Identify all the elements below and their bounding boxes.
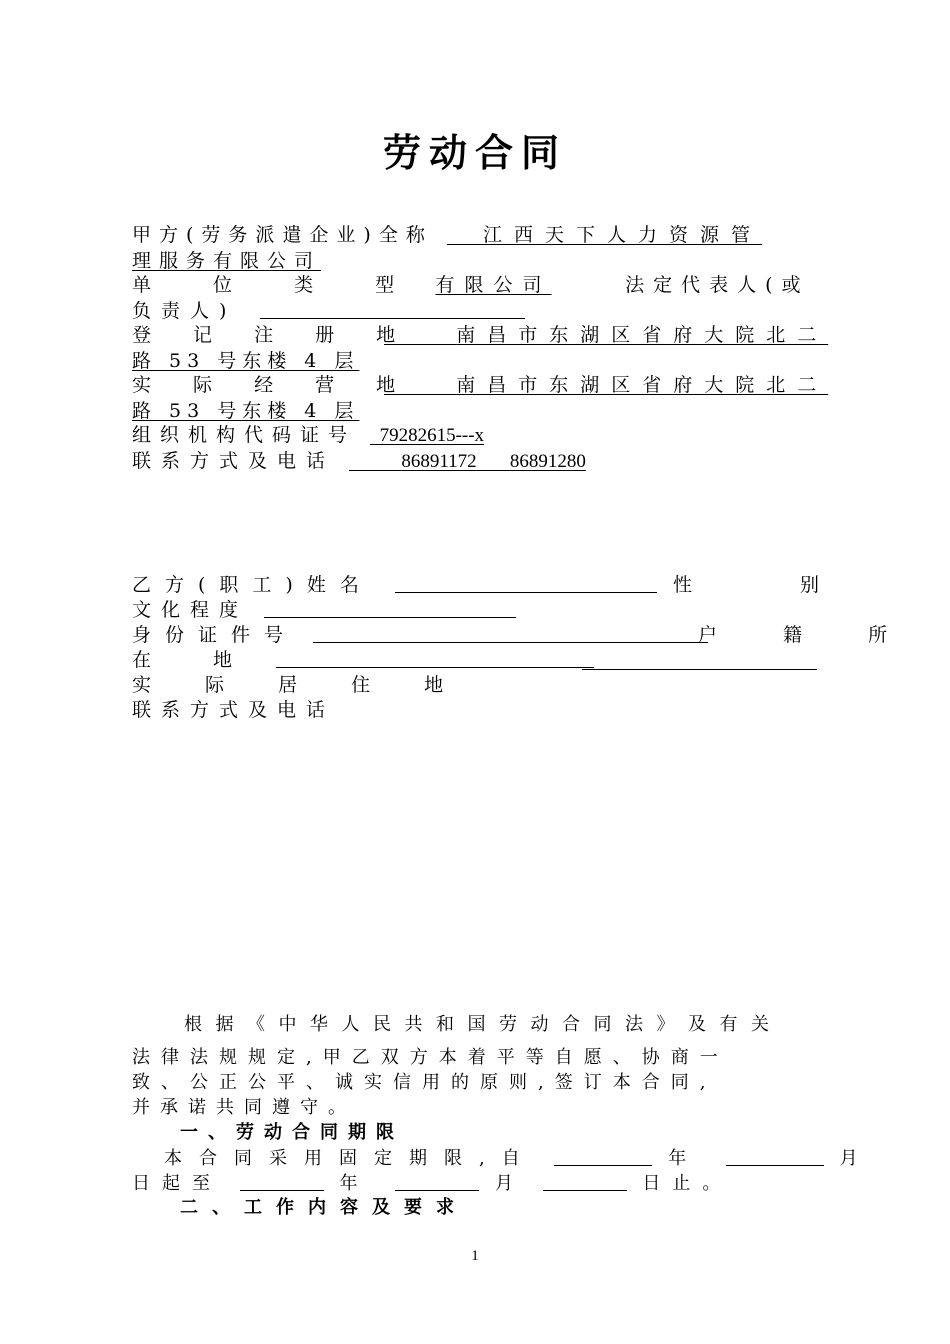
section1-end-month-field bbox=[395, 1170, 479, 1191]
party-b-hukou-label: 户 籍 所 bbox=[698, 624, 918, 646]
party-b-edu-label: 文化程度 bbox=[132, 599, 249, 621]
party-a-reg-line2: 路 53 号东楼 4 层 bbox=[132, 350, 360, 372]
party-a-contact-row bbox=[132, 448, 832, 474]
party-a-reg-line1: 南昌市东湖区省府大院北二 bbox=[456, 324, 829, 346]
party-a-contact-label: 联系方式及电话 bbox=[132, 450, 336, 472]
party-a-type-row bbox=[132, 272, 832, 298]
party-a-op-line1: 南昌市东湖区省府大院北二 bbox=[456, 374, 829, 396]
section1-start-year-field bbox=[554, 1145, 652, 1166]
section1-day-start: 日起至 bbox=[132, 1173, 222, 1194]
party-b-hukou-field bbox=[276, 647, 594, 668]
party-a-org-value: 79282615---x bbox=[379, 425, 485, 446]
party-a-org-label: 组织机构代码证号 bbox=[132, 424, 357, 446]
party-a-op-line2: 路 53 号东楼 4 层 bbox=[132, 400, 360, 422]
section1-end-month-label: 月 bbox=[494, 1173, 523, 1194]
party-a-op-row bbox=[132, 372, 832, 398]
section1-end-year-label: 年 bbox=[339, 1173, 368, 1194]
section1-end-year-field bbox=[240, 1170, 324, 1191]
party-a-reg-row bbox=[132, 322, 832, 348]
party-b-residence-field bbox=[582, 649, 817, 670]
party-b-id-label: 身份证件号 bbox=[132, 624, 298, 646]
section1-month-label: 月 bbox=[839, 1148, 868, 1169]
party-b-gender-label: 性 bbox=[673, 574, 701, 596]
party-a-name-line2: 理服务有限公司 bbox=[132, 250, 322, 272]
party-b-contact-label: 联系方式及电话 bbox=[132, 699, 336, 721]
party-b-gender-label2: 别 bbox=[800, 574, 828, 596]
preamble-line4: 并承诺共同遵守。 bbox=[132, 1097, 356, 1118]
party-a-name-label: 甲方(劳务派遣企业)全称 bbox=[132, 224, 433, 246]
party-a-name-row2 bbox=[132, 248, 832, 274]
document-title: 劳动合同 bbox=[382, 131, 567, 175]
party-a-phones: 86891172 86891280 bbox=[401, 451, 586, 472]
party-a-name-row bbox=[132, 222, 832, 248]
party-a-type-label: 单 位 类 型 bbox=[132, 274, 423, 296]
section1-year-label: 年 bbox=[668, 1148, 697, 1169]
party-b-id-field bbox=[313, 622, 708, 643]
preamble-line2: 法律法规规定,甲乙双方本着平等自愿、协商一 bbox=[132, 1047, 729, 1068]
section1-day-end: 日止。 bbox=[642, 1173, 733, 1194]
party-a-name-line1: 江西天下人力资源管 bbox=[482, 224, 762, 246]
section1-text: 本合同采用固定期限,自 bbox=[164, 1148, 537, 1169]
section1-heading: 一、劳动合同期限 bbox=[180, 1122, 404, 1143]
section1-end-day-field bbox=[543, 1170, 627, 1191]
section1-start-month-field bbox=[726, 1145, 824, 1166]
preamble-line1: 根据《中华人民共和国劳动合同法》及有关 bbox=[184, 1014, 783, 1035]
section2-heading: 二、工作内容及要求 bbox=[180, 1197, 468, 1218]
party-b-id-row bbox=[132, 622, 918, 648]
party-a-reg-label: 登 记 注 册 地 bbox=[132, 324, 414, 346]
preamble-line3: 致、公正公平、诚实信用的原则,签订本合同, bbox=[132, 1072, 717, 1093]
party-b-name-field bbox=[395, 572, 657, 593]
section1-row1 bbox=[164, 1145, 868, 1171]
party-a-op-label: 实 际 经 营 地 bbox=[132, 374, 414, 396]
party-a-rep-label2: 负责人) bbox=[132, 300, 237, 322]
party-b-name-row bbox=[132, 572, 832, 598]
party-b-name-label: 乙方(职工)姓名 bbox=[132, 574, 373, 596]
party-a-type-value: 有限公司 bbox=[435, 274, 552, 296]
page-number: 1 bbox=[471, 1248, 479, 1264]
party-b-residence-row bbox=[132, 672, 832, 698]
party-b-residence-label: 实 际 居 住 地 bbox=[132, 674, 468, 696]
party-a-rep-field bbox=[260, 298, 525, 319]
party-b-edu-field bbox=[264, 597, 516, 618]
party-a-op-row2 bbox=[132, 398, 832, 424]
party-b-hukou-row bbox=[132, 647, 832, 673]
party-a-rep-row bbox=[132, 298, 832, 324]
party-b-hukou-label2: 在 地 bbox=[132, 649, 261, 671]
party-a-org-row bbox=[132, 422, 832, 448]
party-b-edu-row bbox=[132, 597, 832, 623]
party-a-reg-row2 bbox=[132, 348, 832, 374]
section1-row2 bbox=[132, 1170, 832, 1196]
party-a-rep-label: 法定代表人(或 bbox=[625, 274, 810, 296]
party-b-contact-row bbox=[132, 697, 832, 723]
